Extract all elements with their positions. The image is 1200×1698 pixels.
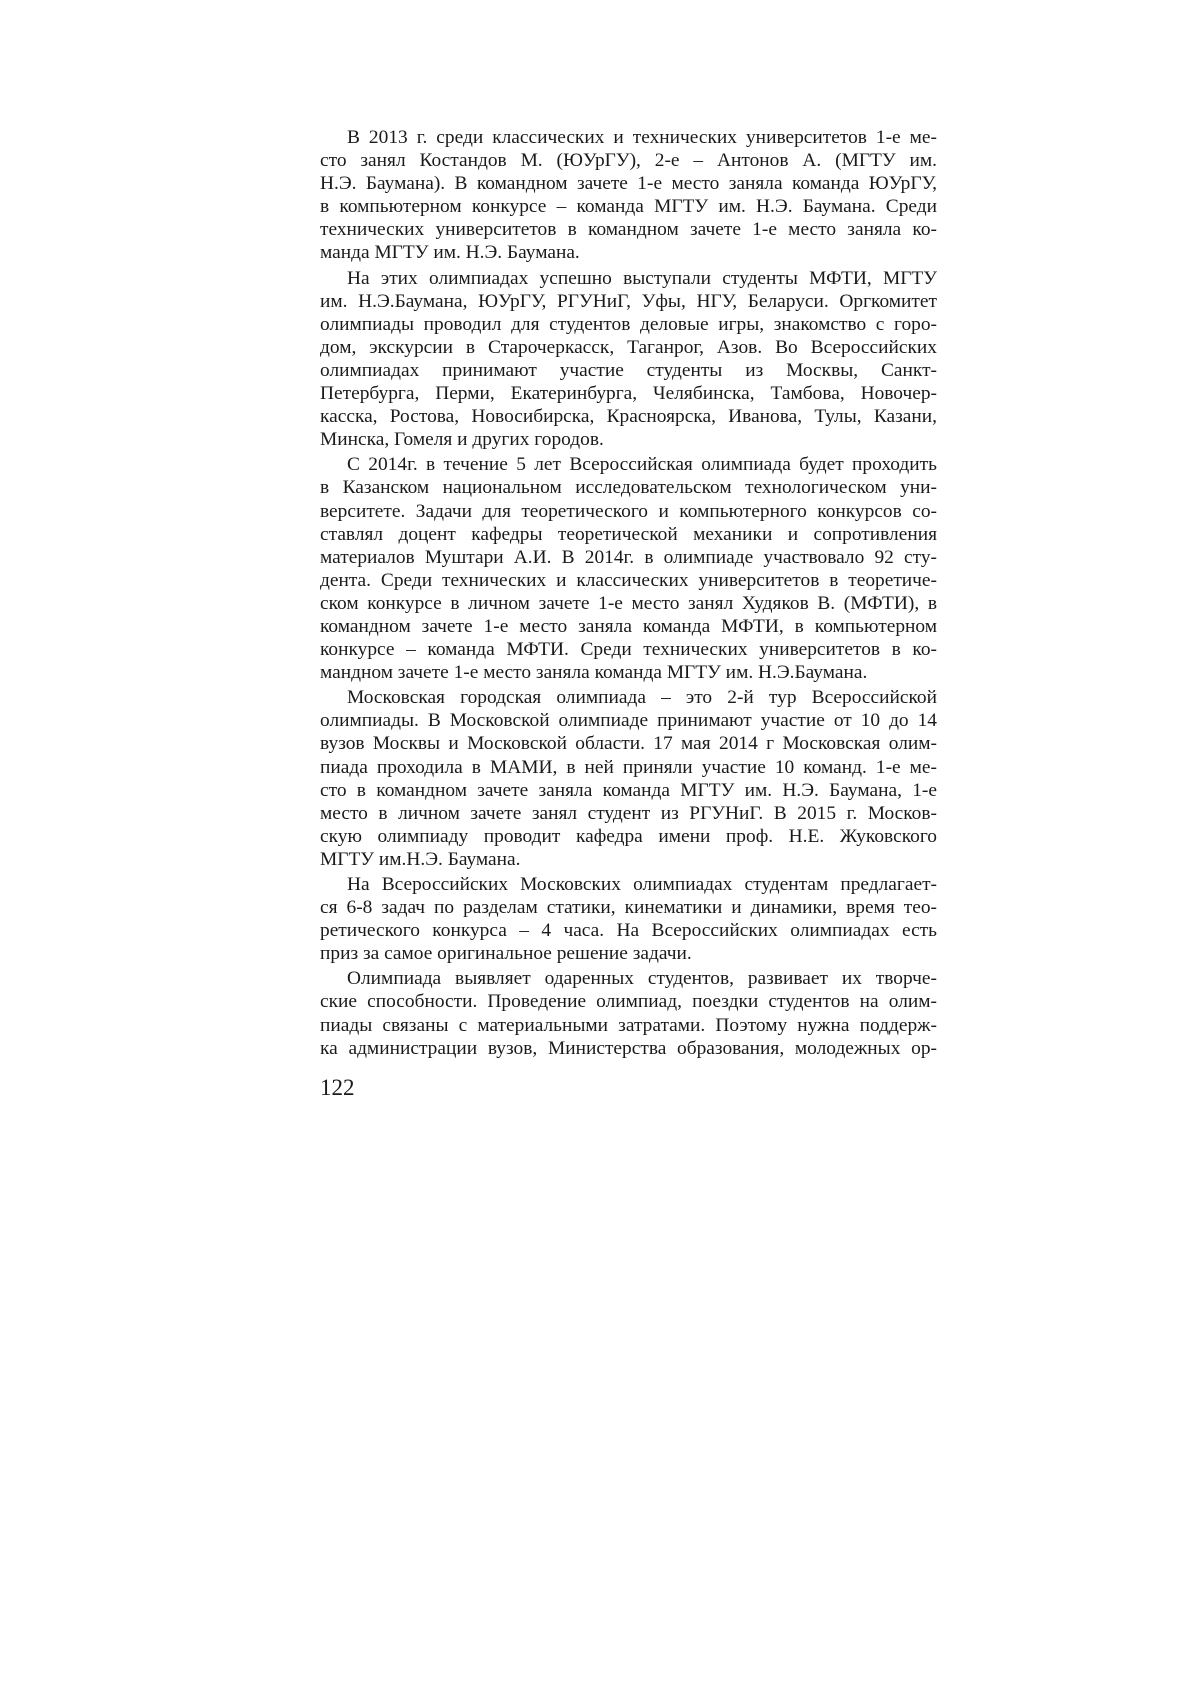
text-line: сто в командном зачете заняла команда МГТУ им. Н.Э. Баумана, 1-е (320, 779, 937, 801)
page-number: 122 (320, 1075, 355, 1100)
text-line: ставлял доцент кафедры теоретической механики и сопротивления (320, 523, 937, 545)
text-line: ка администрации вузов, Министерства образования, молодежных ор- (320, 1037, 937, 1059)
text-line: ретического конкурса – 4 часа. На Всероссийских олимпиадах есть (320, 920, 937, 942)
text-line: в компьютерном конкурсе – команда МГТУ им. Н.Э. Баумана. Среди (320, 196, 937, 218)
text-line: командном зачете 1-е место заняла команда МФТИ, в компьютерном (320, 615, 937, 637)
text-line: приз за самое оригинальное решение задачи. (320, 943, 692, 965)
paragraph (320, 453, 937, 684)
text-line: конкурсе – команда МФТИ. Среди технических университетов в ко- (320, 639, 937, 661)
text-line: место в личном зачете занял студент из РГУНиГ. В 2015 г. Москов- (320, 802, 937, 824)
text-line: Московская городская олимпиада – это 2-й тур Всероссийской (347, 687, 937, 709)
text-line: Н.Э. Баумана). В командном зачете 1-е место заняла команда ЮУрГУ, (320, 173, 937, 195)
text-line: олимпиадах принимают участие студенты из Москвы, Санкт- (320, 359, 937, 381)
text-line: Олимпиада выявляет одаренных студентов, развивает их творче- (347, 968, 937, 990)
text-line: сто занял Костандов М. (ЮУрГУ), 2-е – Антонов А. (МГТУ им. (320, 150, 937, 172)
body-text (320, 126, 937, 1060)
text-line: Петербурга, Перми, Екатеринбурга, Челябинска, Тамбова, Новочер- (320, 383, 937, 405)
text-line: касска, Ростова, Новосибирска, Красноярска, Иванова, Тулы, Казани, (320, 406, 937, 428)
text-line: пиады связаны с материальными затратами. Поэтому нужна поддерж- (320, 1014, 937, 1036)
text-line: На этих олимпиадах успешно выступали студенты МФТИ, МГТУ (347, 267, 937, 289)
text-line: Минска, Гомеля и других городов. (320, 429, 604, 451)
text-line: им. Н.Э.Баумана, ЮУрГУ, РГУНиГ, Уфы, НГУ, Беларуси. Оргкомитет (320, 290, 937, 312)
text-line: материалов Муштари А.И. В 2014г. в олимпиаде участвовало 92 сту- (320, 546, 937, 568)
text-line: дом, экскурсии в Старочеркасск, Таганрог, Азов. Во Всероссийских (320, 336, 937, 358)
text-line: манда МГТУ им. Н.Э. Баумана. (320, 242, 580, 264)
text-line: вузов Москвы и Московской области. 17 мая 2014 г Московская олим- (320, 733, 937, 755)
text-line: дента. Среди технических и классических университетов в теоретиче- (320, 569, 937, 591)
text-line: верситете. Задачи для теоретического и компьютерного конкурсов со- (320, 500, 937, 522)
paragraph (320, 126, 937, 265)
paragraph (320, 873, 937, 965)
text-line: олимпиады. В Московской олимпиаде принимают участие от 10 до 14 (320, 710, 937, 732)
text-line: технических университетов в командном зачете 1-е место заняла ко- (320, 219, 937, 241)
text-line: В 2013 г. среди классических и технических университетов 1-е ме- (347, 127, 937, 148)
text-line: ся 6-8 задач по разделам статики, кинематики и динамики, время тео- (320, 897, 937, 919)
text-line: На Всероссийских Московских олимпиадах студентам предлагает- (347, 874, 937, 895)
text-line: ские способности. Проведение олимпиад, поездки студентов на олим- (320, 991, 937, 1013)
text-line: ском конкурсе в личном зачете 1-е место занял Худяков В. (МФТИ), в (320, 592, 937, 614)
paragraph (320, 686, 937, 871)
text-line: МГТУ им.Н.Э. Баумана. (320, 848, 521, 870)
text-line: скую олимпиаду проводит кафедра имени проф. Н.Е. Жуковского (320, 825, 937, 847)
text-line: в Казанском национальном исследовательском технологическом уни- (320, 477, 937, 499)
text-line: олимпиады проводил для студентов деловые игры, знакомство с горо- (320, 313, 937, 335)
paragraph (320, 967, 937, 1059)
text-line: пиада проходила в МАМИ, в ней приняли участие 10 команд. 1-е ме- (320, 756, 937, 778)
text-line: С 2014г. в течение 5 лет Всероссийская олимпиада будет проходить (347, 454, 937, 476)
text-line: мандном зачете 1-е место заняла команда МГТУ им. Н.Э.Баумана. (320, 662, 868, 684)
paragraph (320, 267, 937, 452)
